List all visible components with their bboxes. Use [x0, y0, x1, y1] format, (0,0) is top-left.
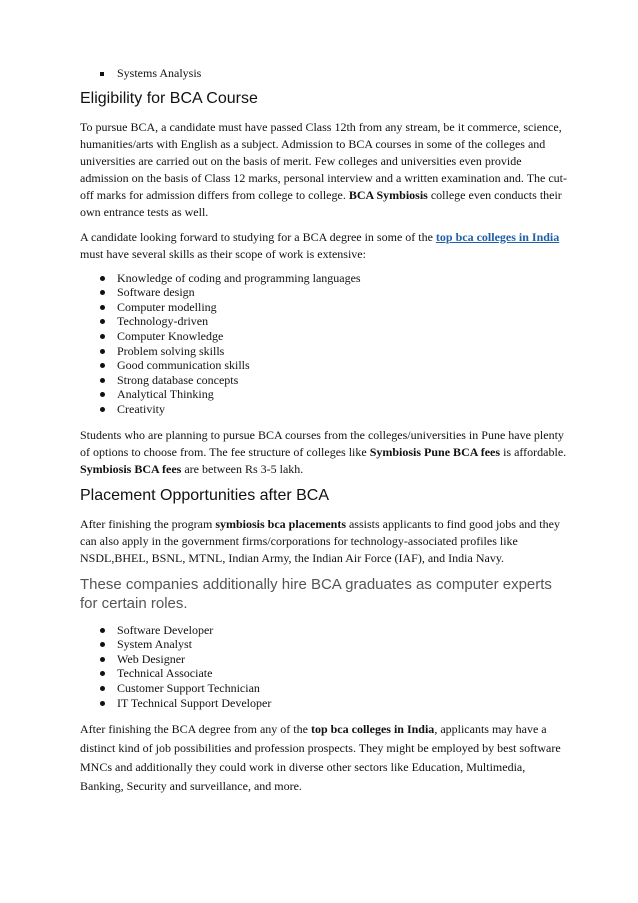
bullet-icon [100, 407, 105, 412]
bold-text: symbiosis bca placements [215, 516, 346, 531]
list-item [80, 623, 568, 638]
paragraph-text: is affordable. [500, 444, 567, 459]
list-item [80, 300, 568, 315]
bold-text: Symbiosis Pune BCA fees [369, 444, 501, 459]
list-item-text: Web Designer [117, 651, 186, 666]
paragraph-text: Students who are planning to pursue BCA courses from the colleges/universities in Pune have plenty of options to choose from. The fee structure of colleges like [80, 427, 564, 459]
list-item-text: Software design [117, 285, 195, 300]
paragraph-text: After finishing the program [80, 516, 216, 531]
paragraph-text: To pursue BCA, a candidate must have passed Class 12th from any stream, be it commerce, science, humanities/arts with English as a subject. Admission to BCA courses in some of the colleges and universities are carried out on the basis of merit. Few colleges and universities even provide admission on the basis of Class 12 marks, personal interview and a written examination and. The cut-off marks for admission differs from college to college. [80, 119, 568, 202]
list-item [80, 637, 568, 652]
section-heading-placement: Placement Opportunities after BCA [80, 486, 330, 504]
section-heading-eligibility: Eligibility for BCA Course [80, 89, 258, 107]
paragraph-text: , applicants may have a distinct kind of job possibilities and profession prospects. They might be employed by best software MNCs and additionally they could work in diverse other sectors like Education, Multimedia, Banking, Security and surveillance, and more. [80, 722, 561, 794]
skills-list [80, 271, 568, 417]
paragraph-text: college even conducts their own entrance tests as well. [80, 187, 562, 219]
list-item-text: Technology-driven [117, 314, 209, 329]
closing-paragraph [80, 720, 568, 796]
bullet-icon [100, 290, 105, 295]
bullet-icon [100, 392, 105, 397]
paragraph-text: are between Rs 3-5 lakh. [181, 461, 304, 476]
list-item-text: Knowledge of coding and programming languages [117, 270, 361, 285]
list-item [80, 66, 568, 81]
list-item [80, 314, 568, 329]
bullet-icon [100, 701, 105, 706]
roles-list [80, 623, 568, 711]
pune-fees-paragraph [80, 427, 568, 478]
bold-text: Symbiosis BCA fees [80, 461, 182, 476]
square-bullet-icon [100, 72, 104, 76]
list-item [80, 652, 568, 667]
list-item-text: Problem solving skills [117, 343, 225, 358]
top-bca-colleges-link[interactable]: top bca colleges in India [435, 229, 560, 244]
document-page [80, 66, 568, 804]
list-item-text: Technical Associate [117, 666, 213, 681]
bullet-icon [100, 363, 105, 368]
bullet-icon [100, 671, 105, 676]
paragraph-text: assists applicants to find good jobs and they can also apply in the government firms/corporations for technology-associated profiles like NSDL,BHEL, BSNL, MTNL, Indian Army, the Indian Air Force (IAF), and India Navy. [80, 516, 560, 565]
bullet-icon [100, 319, 105, 324]
list-item-text: Good communication skills [117, 358, 250, 373]
companies-subheading: These companies additionally hire BCA graduates as computer experts for certain roles. [80, 575, 552, 612]
list-item-text: Systems Analysis [117, 66, 202, 80]
bullet-icon [100, 276, 105, 281]
bullet-icon [100, 334, 105, 339]
list-item [80, 681, 568, 696]
list-item [80, 344, 568, 359]
list-item [80, 387, 568, 402]
list-item-text: Strong database concepts [117, 372, 239, 387]
list-item [80, 358, 568, 373]
paragraph-text: A candidate looking forward to studying for a BCA degree in some of the [80, 229, 436, 244]
list-item-text: Software Developer [117, 622, 214, 637]
paragraph-text: After finishing the BCA degree from any of the [80, 722, 311, 737]
bullet-icon [100, 378, 105, 383]
skills-intro-paragraph [80, 229, 568, 263]
bullet-icon [100, 686, 105, 691]
bold-text: BCA Symbiosis [348, 187, 428, 202]
placement-paragraph [80, 516, 568, 567]
list-item-text: Computer modelling [117, 299, 217, 314]
eligibility-paragraph [80, 119, 568, 221]
list-item-text: System Analyst [117, 637, 193, 652]
list-item-text: Analytical Thinking [117, 387, 214, 402]
bullet-icon [100, 642, 105, 647]
list-item-text: IT Technical Support Developer [117, 695, 272, 710]
list-item-text: Creativity [117, 401, 165, 416]
top-bullet-list [80, 66, 568, 81]
list-item [80, 373, 568, 388]
list-item [80, 696, 568, 711]
bullet-icon [100, 305, 105, 310]
bullet-icon [100, 657, 105, 662]
list-item [80, 329, 568, 344]
bullet-icon [100, 628, 105, 633]
list-item-text: Customer Support Technician [117, 680, 260, 695]
list-item [80, 402, 568, 417]
list-item-text: Computer Knowledge [117, 328, 224, 343]
list-item [80, 271, 568, 286]
list-item [80, 666, 568, 681]
paragraph-text: must have several skills as their scope of work is extensive: [80, 246, 366, 261]
bullet-icon [100, 349, 105, 354]
list-item [80, 285, 568, 300]
bold-text: top bca colleges in India [310, 722, 435, 737]
